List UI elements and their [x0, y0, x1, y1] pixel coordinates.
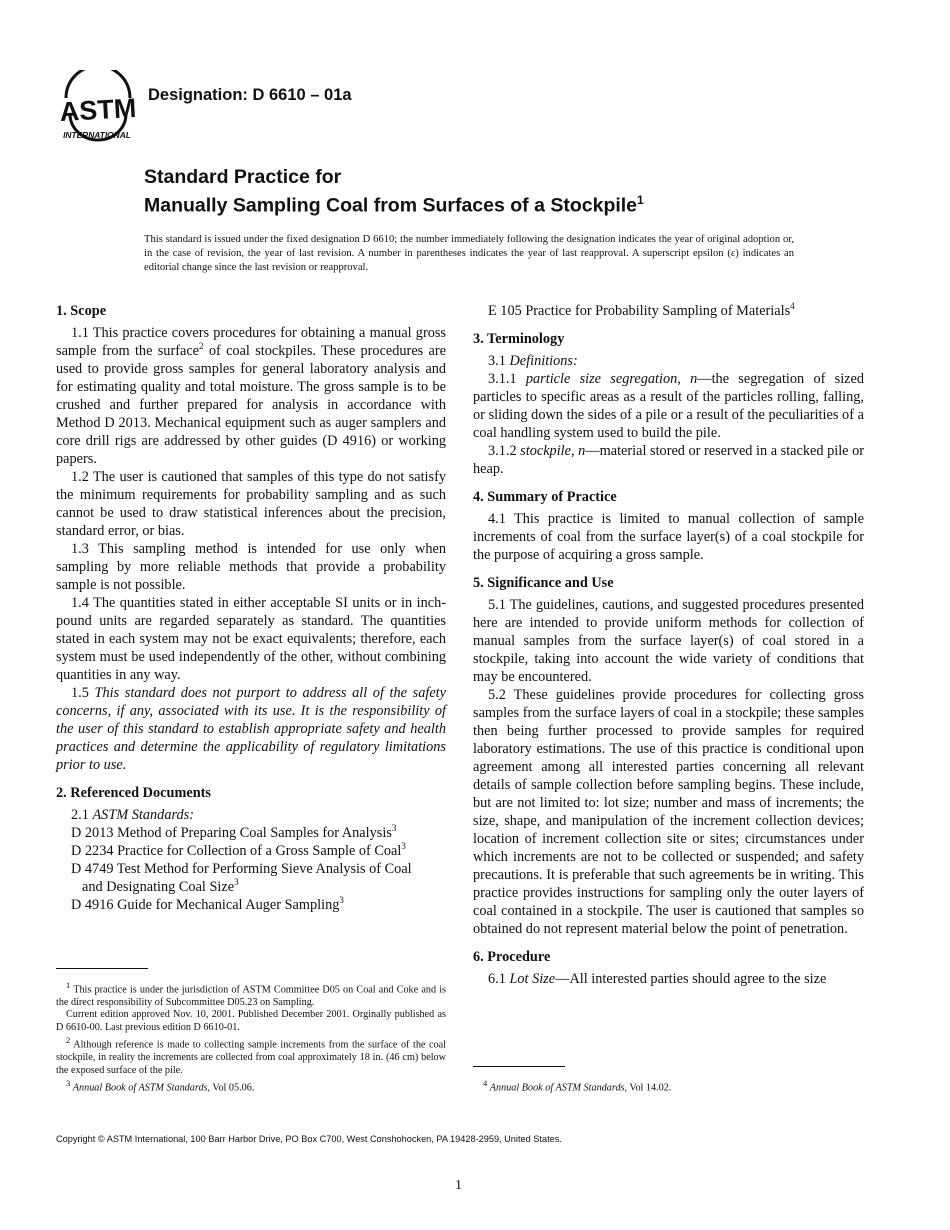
astm-logo [56, 70, 140, 142]
reference-item: D 4916 Guide for Mechanical Auger Sampling$^3$ [71, 895, 344, 913]
paragraph-1-1: 1.1 This practice covers procedures for obtaining a manual gross sample from the surface$^2$ of coal stockpiles. These procedures are used to provide gross samples for general laboratory analysis and for estimating quality and total moisture. The gross sample is to be crushed and further prepared for analysis in accordance with Method D 2013. Mechanical equipment such as auger samplers and core drill rigs are addressed by other guides (D 4916) or working papers. [56, 325, 447, 467]
reference-item: D 2234 Practice for Collection of a Gross Sample of Coal$^3$ [71, 841, 406, 859]
paragraph-1-3: 1.3 This sampling method is intended for use only when sampling by more reliable methods that provide a probability sample is not possible. [56, 541, 446, 593]
designation: Designation: D 6610 – 01a [148, 86, 352, 104]
paragraph-3-1: 3.1 Definitions: [488, 353, 578, 369]
astm-logo-mark [56, 70, 140, 142]
paragraph-2-1: 2.1 ASTM Standards: [71, 807, 194, 823]
issue-note: This standard is issued under the fixed designation D 6610; the number immediately following the designation indicates the year of original adoption or, in the case of revision, the year of last revision. A number in parentheses indicates the year of last reapproval. A superscript epsilon (ε) indicates an editorial change since the last revision or reapproval. [144, 234, 794, 273]
section-heading-procedure: 6. Procedure [473, 949, 551, 965]
paragraph-1-4: 1.4 The quantities stated in either acceptable SI units or in inch-pound units are regarded separately as standard. The quantities stated in each system may not be exact equivalents; therefore, each system must be used independently of the other, without combining quantities in any way. [56, 595, 446, 683]
footnote-2: $^2$ Although reference is made to collecting sample increments from the surface of the coal stockpile, in reality the increments are collected from coal approximately 18 in. (46 cm) below the exposed surface of the pile. [56, 1035, 446, 1076]
page-number: 1 [455, 1178, 462, 1193]
footnote-1-continued: Current edition approved Nov. 10, 2001. Published December 2001. Orginally published as D 6610-00. Last previous edition D 6610-01. [56, 1009, 446, 1033]
paragraph-4-1: 4.1 This practice is limited to manual collection of sample increments of coal from the surface layer(s) of a coal stockpile for the purpose of acquiring a gross sample. [473, 511, 864, 563]
reference-item: D 4749 Test Method for Performing Sieve Analysis of Coal and Designating Coal Size$^3$ [71, 861, 412, 895]
footnote-rule [56, 968, 148, 969]
title-line-1: Standard Practice for [144, 166, 342, 188]
left-column [56, 302, 446, 914]
paragraph-1-2: 1.2 The user is cautioned that samples of this type do not satisfy the minimum requirements for probability sampling and as such cannot be used to draw statistical inferences about the precision, standard error, or bias. [56, 469, 446, 539]
paragraph-6-1: 6.1 Lot Size—All interested parties should agree to the size [488, 971, 827, 987]
section-heading-referenced-documents: 2. Referenced Documents [56, 785, 211, 801]
footnotes-right [473, 1066, 864, 1095]
footnote-4: $^4$ Annual Book of ASTM Standards, Vol 14.02. [483, 1078, 672, 1094]
reference-item: D 2013 Method of Preparing Coal Samples for Analysis$^3$ [71, 823, 397, 841]
reference-item-e105: E 105 Practice for Probability Sampling of Materials$^4$ [488, 301, 795, 319]
paragraph-3-1-2: 3.1.2 stockpile, n—material stored or reserved in a stacked pile or heap. [473, 443, 864, 477]
footnotes-left [56, 968, 446, 1095]
section-heading-scope: 1. Scope [56, 303, 107, 319]
right-column [473, 302, 864, 988]
footnote-rule [473, 1066, 565, 1067]
copyright-notice: Copyright © ASTM International, 100 Barr Harbor Drive, PO Box C700, West Conshohocken, PA 19428-2959, United States. [56, 1134, 562, 1144]
paragraph-3-1-1: 3.1.1 particle size segregation, n—the segregation of sized particles to specific areas as a result of the particles rolling, falling, or sliding down the sides of a pile or a result of the peculiarities of a coal handling system used to build the pile. [473, 371, 865, 441]
paragraph-1-5: 1.5 This standard does not purport to address all of the safety concerns, if any, associated with its use. It is the responsibility of the user of this standard to establish appropriate safety and health practices and determine the applicability of regulatory limitations prior to use. [56, 685, 446, 773]
paragraph-5-1: 5.1 The guidelines, cautions, and suggested procedures presented here are intended to provide uniform methods for collection of manual samples from the surface layer(s) of coal stored in a stockpile, taking into account the wide variety of conditions that may be encountered. [473, 597, 864, 685]
section-heading-significance: 5. Significance and Use [473, 575, 614, 591]
title-line-2: Manually Sampling Coal from Surfaces of a Stockpile$^1$ [144, 193, 644, 217]
logo-main-text: ASTM [59, 93, 137, 127]
footnote-1: $^1$ This practice is under the jurisdiction of ASTM Committee D05 on Coal and Coke and is the direct responsibility of Subcommittee D05.23 on Sampling. [56, 980, 446, 1008]
title-footnote-mark: 1 [637, 193, 644, 207]
paragraph-5-2: 5.2 These guidelines provide procedures for collecting gross samples from the surface layers of coal in a stockpile; these samples then being further processed to provide samples for required laboratory estimations. The use of this practice is conditional upon agreement among all interested parties concerning all relevant details of sample collection before sampling begins. These include, but are not limited to: lot size; number and mass of increments; the size, shape, and manipulation of the increment collection devices; location of increment collection site or sites; circumstances under which increments are not to be collected or suspended; and safety precautions. It is preferable that such agreements be in writing. This practice provides instructions for sampling only the outer layers of coal contained in a stockpile. The user is cautioned that samples so obtained do not represent material below the point of penetration. [473, 687, 864, 937]
footnote-3: $^3$ Annual Book of ASTM Standards, Vol 05.06. [66, 1078, 255, 1094]
document-title [144, 166, 644, 218]
section-heading-summary: 4. Summary of Practice [473, 489, 617, 505]
logo-sub-text: INTERNATIONAL [63, 130, 131, 140]
section-heading-terminology: 3. Terminology [473, 331, 565, 347]
